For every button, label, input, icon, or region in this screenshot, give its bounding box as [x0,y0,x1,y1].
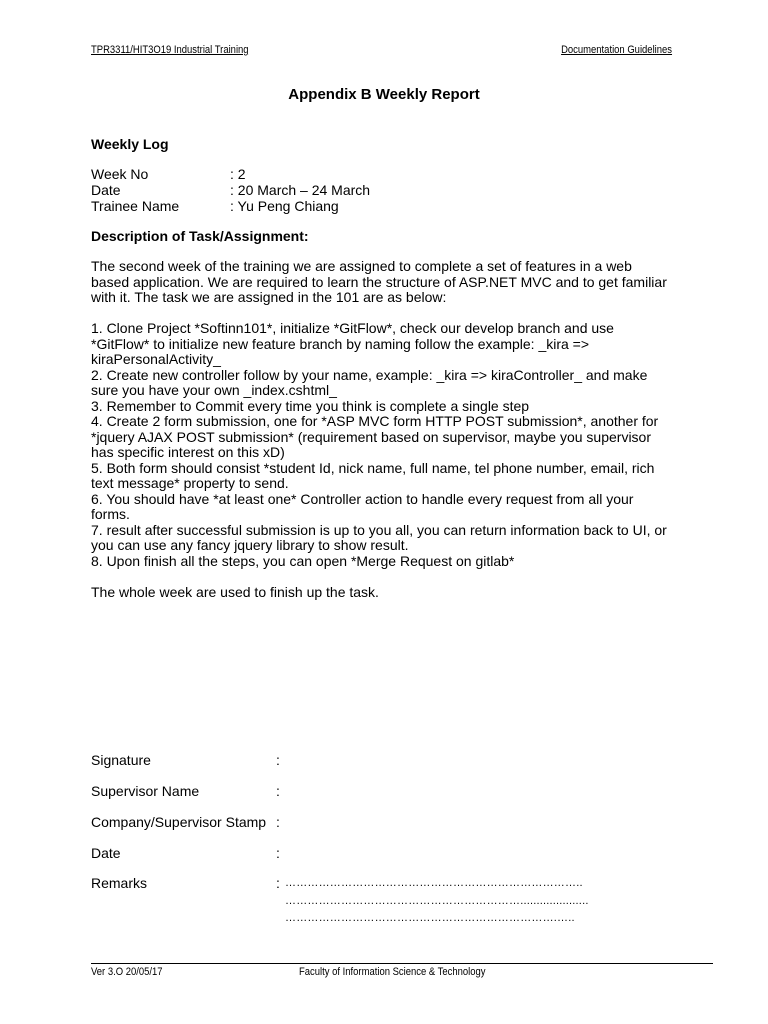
remarks-line: …………………………………………………………………….. [285,877,583,889]
stamp-label: Company/Supervisor Stamp [91,814,267,830]
footer-faculty: Faculty of Information Science & Technology [299,966,486,978]
task-line: 8. Upon finish all the steps, you can open *Merge Request on gitlab* [91,552,515,569]
task-line: *jquery AJAX POST submission* (requirement based on supervisor, maybe you supervisor [91,428,652,445]
task-line: text message* property to send. [91,475,289,491]
page-title: Appendix B Weekly Report [288,86,480,103]
task-line: 4. Create 2 form submission, one for *ASP MVC form HTTP POST submission*, another for [91,413,659,429]
task-line: 1. Clone Project *Softinn101*, initialize *GitFlow*, check our develop branch and use [91,320,614,336]
task-line: forms. [91,506,130,522]
date-label: Date [91,182,121,198]
remarks-label: Remarks [91,875,148,891]
task-line: *GitFlow* to initialize new feature branch by naming follow the example: _kira => [91,335,590,352]
task-line: sure you have your own _index.cshtml_ [91,382,337,398]
trainee-name-label: Trainee Name [91,198,180,214]
header-course-code: TPR3311/HIT3O19 Industrial Training [91,44,249,56]
description-body [91,259,691,600]
closing-line: The whole week are used to finish up the task. [91,583,379,600]
intro-line: with it. The task we are assigned in the 101 are as below: [91,289,447,305]
footer-version: Ver 3.O 20/05/17 [91,966,163,978]
supervisor-name-label: Supervisor Name [91,783,200,799]
task-line: 6. You should have *at least one* Controller action to handle every request from all your [91,490,634,507]
task-line: kiraPersonalActivity_ [91,351,221,367]
signature-label: Signature [91,752,151,768]
remarks-colon: : [276,875,280,891]
signature-colon: : [276,752,280,768]
supervisor-name-colon: : [276,783,280,799]
trainee-name-value: : Yu Peng Chiang [230,198,339,214]
date-sign-colon: : [276,845,280,861]
footer-divider [91,963,713,964]
weekly-log-heading: Weekly Log [91,136,169,152]
description-heading: Description of Task/Assignment: [91,228,309,244]
date-value: : 20 March – 24 March [230,182,371,198]
task-line: 7. result after successful submission is up to you all, you can return information back to UI, or [91,521,667,538]
week-no-label: Week No [91,166,149,182]
stamp-colon: : [276,814,280,830]
week-no-value: : 2 [230,166,246,182]
date-sign-label: Date [91,845,121,861]
task-line: you can use any fancy jquery library to show result. [91,537,409,553]
remarks-line: ………………………………………………………..................... [285,895,589,907]
header-doc-type: Documentation Guidelines [561,44,672,56]
task-line: has specific interest on this xD) [91,444,285,460]
task-line: 2. Create new controller follow by your name, example: _kira => kiraController_ and make [91,366,648,383]
remarks-line: ……………………………………………………………….….. [285,912,575,924]
task-line: 3. Remember to Commit every time you think is complete a single step [91,397,530,414]
task-line: 5. Both form should consist *student Id, nick name, full name, tel phone number, email, rich [91,459,655,476]
intro-line: based application. We are required to learn the structure of ASP.NET MVC and to get familiar [91,273,667,290]
intro-line: The second week of the training we are assigned to complete a set of features in a web [91,258,632,274]
